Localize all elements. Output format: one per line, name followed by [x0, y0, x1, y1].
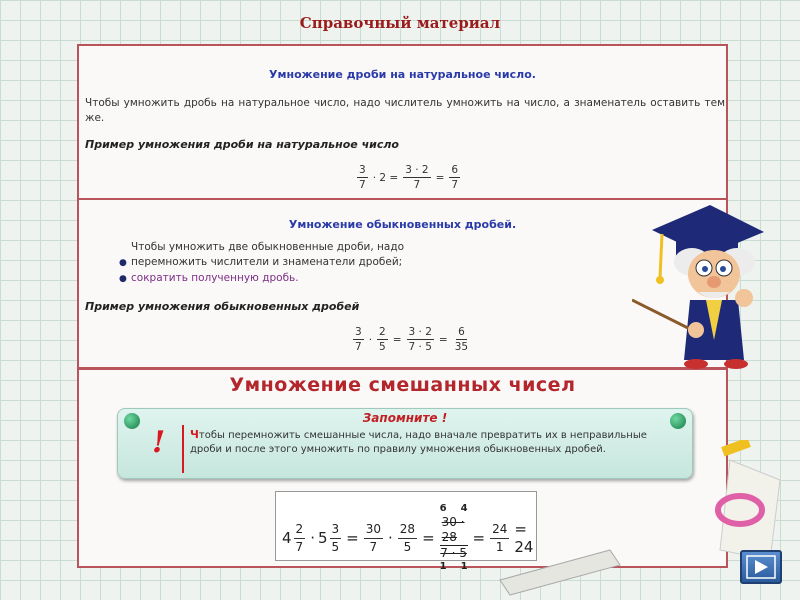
professor-icon [632, 200, 772, 370]
cancelled-fraction: 6 4 30 · 28 7 · 5 1 1 [439, 503, 468, 572]
example-title: Пример умножения дроби на натуральное число [85, 138, 399, 151]
fraction: $\frac{3}{7}$ [355, 326, 362, 353]
fraction: $\frac{6}{7}$ [451, 164, 459, 191]
rule-text: Чтобы умножить две обыкновенные дроби, надо ● перемножить числители и знаменатели дробей; ● сократить полученную дробь. [119, 240, 479, 287]
fraction: $\frac{3 \cdot 2}{7 \cdot 5}$ [408, 326, 432, 353]
fraction: $\frac{2}{7}$ [295, 521, 304, 554]
fraction: $\frac{24}{1}$ [492, 521, 508, 554]
section-fraction-by-natural [77, 44, 728, 201]
page-title: Справочный материал [299, 14, 501, 32]
divider [182, 425, 184, 473]
fraction: $\frac{28}{5}$ [399, 521, 416, 554]
section-common-fractions [77, 198, 728, 369]
example-formula: $\frac{3}{7}$ · $\frac{2}{5}$ = $\frac{3 \cdot 2}{7 \cdot 5}$ = $\frac{6}{35}$ [355, 326, 469, 353]
rule-text: Чтобы перемножить смешанные числа, надо вначале превратить их в неправильные дроби и после этого умножить по правилу умножения обыкновенных дробей. [190, 428, 647, 455]
fraction: $\frac{3 \cdot 2}{7}$ [405, 164, 429, 191]
fraction: $\frac{2}{5}$ [379, 326, 386, 353]
remember-title: Запомните ! [362, 411, 448, 425]
list-item: ● перемножить числители и знаменатели дробей; [119, 256, 403, 268]
play-arrow-icon [746, 555, 776, 579]
example-formula: 4 $\frac{2}{7}$ · 5 $\frac{3}{5}$ = $\frac{30}{7}$ · $\frac{28}{5}$ = 6 4 30 · 28 7 · 5 1 1 = $\frac{24}{1}$ = 24 [282, 503, 534, 572]
section-heading: Умножение обыкновенных дробей. [288, 218, 517, 231]
list-item: ● сократить полученную дробь. [119, 272, 299, 284]
fraction: $\frac{3}{7}$ [359, 164, 366, 191]
example-title: Пример умножения обыкновенных дробей [85, 300, 360, 313]
section-heading: Умножение дроби на натуральное число. [269, 68, 536, 81]
fraction: $\frac{3}{5}$ [331, 521, 340, 554]
section-heading: Умножение смешанных чисел [229, 374, 576, 396]
example-formula: $\frac{3}{7}$ · 2 = $\frac{3 \cdot 2}{7}$ = $\frac{6}{7}$ [359, 164, 459, 191]
fraction: $\frac{30}{7}$ [365, 521, 382, 554]
next-slide-button[interactable] [740, 550, 782, 584]
rule-text: Чтобы умножить дробь на натуральное число, надо числитель умножить на число, а знаменатель оставить тем же. [85, 97, 725, 124]
exclamation-icon: ! [152, 425, 166, 460]
fraction: $\frac{6}{35}$ [454, 326, 469, 353]
